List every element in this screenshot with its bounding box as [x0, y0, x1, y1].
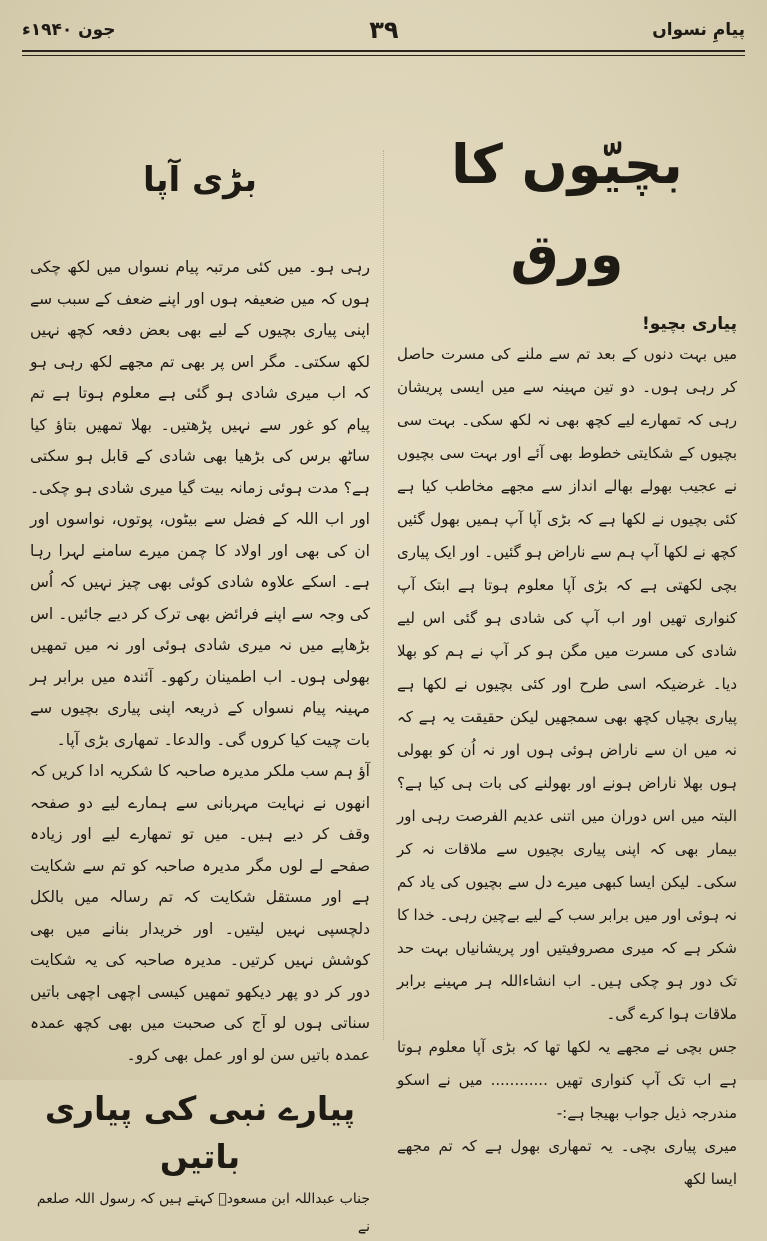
page-header	[22, 0, 745, 56]
left-column	[30, 120, 370, 1235]
paragraph: جس بچی نے مجھے یہ لکھا تھا کہ بڑی آپا معلوم ہوتا ہے اب تک آپ کنواری تھیں ............ میں نے اسکو مندرجہ ذیل جواب بھیجا ہے:-	[397, 1038, 737, 1122]
paragraph: آؤ ہم سب ملکر مدیرہ صاحبہ کا شکریہ ادا کریں کہ انھوں نے نہایت مہربانی سے ہمارے لیے دو صفحہ وقف کر دیے ہیں۔ میں تو تمھارے لیے اور زیادہ صفحے لے لوں مگر مدیرہ صاحبہ کو تم سے شکایت ہے اور مستقل شکایت کہ تم رسالہ میں بالکل دلچسپی نہیں لیتیں۔ اور خریدار بنانے میں بھی کوشش نہیں کرتیں۔ مدیرہ صاحبہ کی یہ شکایت دور کر دو پھر دیکھو تمھیں کیسی اچھی اچھی باتیں سناتی ہوں لو آج کی صحبت میں بھی کچھ عمدہ عمدہ باتیں سن لو اور عمل بھی کرو۔	[30, 762, 370, 1064]
magazine-name: پیامِ نسواں	[652, 20, 745, 40]
header-rule	[22, 50, 745, 52]
article-columns	[30, 120, 737, 1235]
salutation: پیاری بچیو!	[642, 314, 737, 334]
header-rule-thin	[22, 55, 745, 56]
paragraph: میں بہت دنوں کے بعد تم سے ملنے کی مسرت حاصل کر رہی ہوں۔ دو تین مہینہ سے میں ایسی پریشان رہی کہ تمھارے لیے کچھ بھی نہ لکھ سکی۔ بہت سی بچیوں کے شکایتی خطوط بھی آئے اور بہت سی بچیوں نے عجیب بھولے بھالے انداز سے مجھے مخاطب کیا ہے کئی بچیوں نے لکھا ہے کہ بڑی آپا آپ ہمیں بھول گئیں کچھ نے لکھا آپ ہم سے ناراض ہو گئیں۔ اور ایک پیاری بچی لکھتی ہے کہ بڑی آپا معلوم ہوتا ہے ابتک آپ کنواری تھیں اور اب آپ کی شادی ہو گئی اس لیے شادی کی مسرت میں مگن ہو کر آپ نے ہم کو بھلا دیا۔ غرضیکہ اسی طرح اور کئی بچیوں نے لکھا ہے پیاری بچیاں کچھ بھی سمجھیں لیکن حقیقت یہ ہے کہ نہ میں ان سے ناراض ہوئی ہوں اور نہ اُن کو بھولی ہوں بھلا ناراض ہونے اور بھولنے کی بات ہی کیا ہے؟ البتہ میں اس دوران میں اتنی عدیم الفرصت رہی اور بیمار بھی کہ اپنی پیاری بچیوں سے ملاقات نہ کر سکی۔ لیکن ایسا کبھی میرے دل سے بچیوں کی یاد کم نہ ہوئی اور میں برابر سب کے لیے بےچین رہی۔ خدا کا شکر ہے کہ میری مصروفیتیں اور پریشانیاں بہت حد تک دور ہو چکی ہیں۔ اب انشاءاللہ ہر مہینے برابر ملاقات ہوا کرے گی۔	[397, 345, 737, 1023]
paragraph: میری پیاری بچی۔ یہ تمھاری بھول ہے کہ تم مجھے ایسا لکھ	[397, 1137, 737, 1188]
left-column-body	[30, 252, 370, 1071]
page-number: ۳۹	[369, 16, 399, 44]
issue-date: جون ۱۹۴۰ء	[22, 20, 116, 40]
author-title: بڑی آپا	[142, 160, 258, 200]
subheading-line: جناب عبداللہ ابن مسعودؓ کہتے ہیں کہ رسول اللہ صلعم نے	[36, 1191, 370, 1235]
paragraph: رہی ہو۔ میں کئی مرتبہ پیام نسواں میں لکھ چکی ہوں کہ میں ضعیفہ ہوں اور اپنے ضعف کے سبب سے اپنی پیاری بچیوں کے لیے بھی بعض دفعہ کچھ نہیں لکھ سکتی۔ مگر اس پر بھی تم مجھے لکھ رہی ہو کہ اب میری شادی ہو گئی ہے معلوم ہوتا ہے تم پیام کو غور سے نہیں پڑھتیں۔ بھلا تمھیں بتاؤ کیا ساٹھ برس کی بڑھیا بھی شادی کے قابل ہو سکتی ہے؟ مدت ہوئی زمانہ بیت گیا میری شادی ہو چکی۔ اور اب اللہ کے فضل سے بیٹوں، پوتوں، نواسوں اور ان کی بھی اور اولاد کا چمن میرے سامنے لہرا رہا ہے۔ اسکے علاوہ شادی کوئی بھی چیز نہیں کہ اُس کی وجہ سے اپنے فرائض بھی ترک کر دیے جائیں۔ اس بڑھاپے میں نہ میری شادی ہوئی اور نہ میں تمھیں بھولی ہوں۔ اب اطمینان رکھو۔ آئندہ میں برابر ہر مہینہ پیام نسواں کے ذریعہ اپنی پیاری بچیوں سے بات چیت کیا کروں گی۔ والدعا۔ تمھاری بڑی آپا۔	[30, 258, 370, 749]
right-column	[397, 120, 737, 1188]
section-title: بچیّوں کا ورق	[451, 133, 683, 286]
subheading: پیارے نبی کی پیاری باتیں	[44, 1089, 356, 1176]
right-column-body	[397, 338, 737, 1196]
